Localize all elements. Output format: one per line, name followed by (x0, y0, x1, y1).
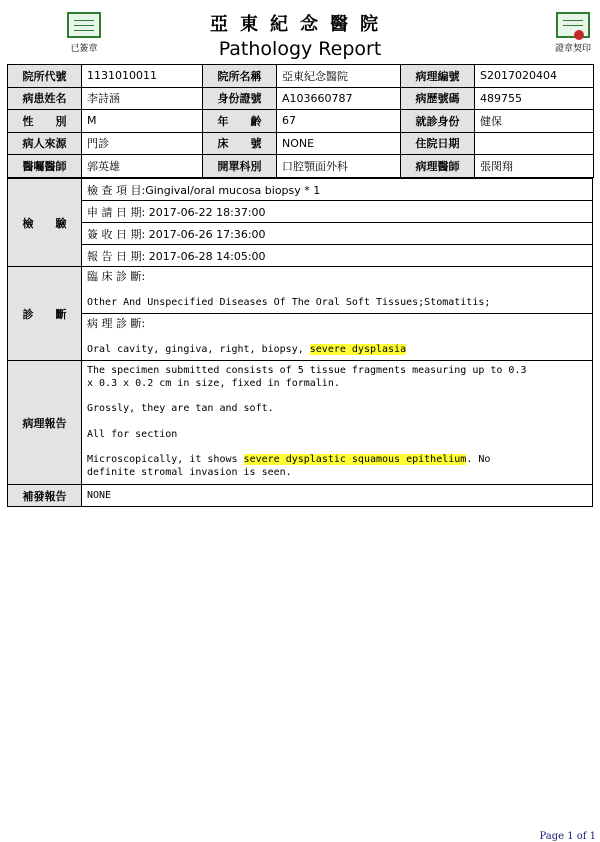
diagnosis-label: 診 斷 (8, 267, 82, 361)
info-value: 1131010011 (82, 65, 203, 88)
info-label: 醫囑醫師 (8, 155, 82, 178)
patient-info-table (7, 64, 594, 178)
exam-item: 檢 查 項 目:Gingival/oral mucosa biopsy * 1 (82, 179, 593, 201)
clinical-diagnosis (82, 267, 593, 314)
info-value: 亞東紀念醫院 (277, 65, 401, 88)
info-label: 病人來源 (8, 132, 82, 155)
info-label: 身份證號 (203, 87, 277, 110)
pathology-diagnosis (82, 314, 593, 361)
info-label: 就診身份 (401, 110, 475, 133)
signed-stamp-label: 已簽章 (70, 44, 98, 54)
info-row (8, 155, 594, 178)
info-label: 開單科別 (203, 155, 277, 178)
report-title: Pathology Report (218, 38, 382, 60)
receive-date: 簽 收 日 期: 2017-06-26 17:36:00 (82, 223, 593, 245)
info-label: 年 齡 (203, 110, 277, 133)
info-label: 院所代號 (8, 65, 82, 88)
info-label: 住院日期 (401, 132, 475, 155)
gross-line-4: All for section (87, 428, 178, 440)
clinical-diagnosis-text: Other And Unspecified Diseases Of The Oral Soft Tissues;Stomatitis; (87, 296, 491, 308)
pathology-report-body (82, 361, 593, 485)
pathology-diagnosis-label: 病 理 診 斷: (87, 317, 146, 330)
micro-line-2: definite stromal invasion is seen. (87, 466, 292, 478)
info-value: 門診 (82, 132, 203, 155)
info-label: 床 號 (203, 132, 277, 155)
page-number: Page 1 of 1 (539, 831, 596, 842)
info-label: 病理編號 (401, 65, 475, 88)
info-value: A103660787 (277, 87, 401, 110)
supplement-label: 補發報告 (8, 485, 82, 507)
info-label: 病歷號碼 (401, 87, 475, 110)
info-label: 病理醫師 (401, 155, 475, 178)
info-row (8, 132, 594, 155)
pathology-report-label: 病理報告 (8, 361, 82, 485)
exam-label: 檢 驗 (8, 179, 82, 267)
request-date: 申 請 日 期: 2017-06-22 18:37:00 (82, 201, 593, 223)
info-label: 病患姓名 (8, 87, 82, 110)
hospital-name: 亞東紀念醫院 (210, 14, 390, 35)
pathology-diagnosis-highlight: severe dysplasia (309, 343, 407, 355)
info-value: 健保 (475, 110, 594, 133)
report-date: 報 告 日 期: 2017-06-28 14:05:00 (82, 245, 593, 267)
micro-highlight: severe dysplastic squamous epithelium (243, 454, 467, 465)
info-value: M (82, 110, 203, 133)
pathology-diagnosis-text: Oral cavity, gingiva, right, biopsy, (87, 343, 310, 355)
info-value: 67 (277, 110, 401, 133)
certificate-seal-label: 證章契印 (554, 44, 591, 54)
gross-line-2: x 0.3 x 0.2 cm in size, fixed in formalin. (87, 377, 340, 389)
gross-line-3: Grossly, they are tan and soft. (87, 403, 274, 414)
info-value: 口腔顎面外科 (277, 155, 401, 178)
info-label: 性 別 (8, 110, 82, 133)
gross-line-1: The specimen submitted consists of 5 tissue fragments measuring up to 0.3 (87, 365, 527, 376)
clinical-diagnosis-label: 臨 床 診 斷: (87, 270, 146, 283)
micro-text-pre: Microscopically, it shows (87, 454, 244, 465)
info-value: S2017020404 (475, 65, 594, 88)
exam-table (7, 178, 593, 507)
info-value: NONE (277, 132, 401, 155)
info-row (8, 65, 594, 88)
supplement-value: NONE (82, 485, 593, 507)
info-row (8, 110, 594, 133)
info-label: 院所名稱 (203, 65, 277, 88)
info-row (8, 87, 594, 110)
info-value: 郭英雄 (82, 155, 203, 178)
info-value: 李詩涵 (82, 87, 203, 110)
info-value (475, 132, 594, 155)
micro-text-post: . No (466, 454, 491, 465)
info-value: 489755 (475, 87, 594, 110)
info-value: 張閔翔 (475, 155, 594, 178)
